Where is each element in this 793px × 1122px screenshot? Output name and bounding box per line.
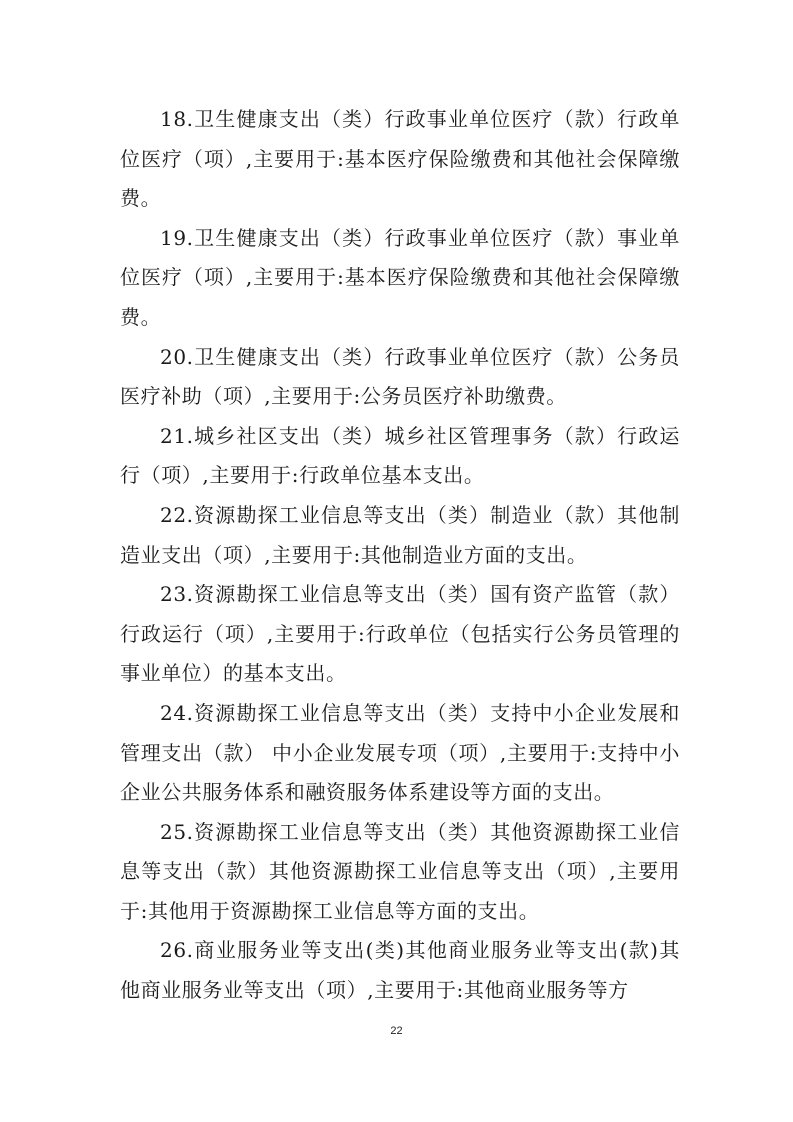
page-number: 22 — [390, 1025, 403, 1037]
paragraph-item-24: 24.资源勘探工业信息等支出（类）支持中小企业发展和管理支出（款） 中小企业发展专项（项）,主要用于:支持中小企业公共服务体系和融资服务体系建设等方面的支出。 — [120, 700, 680, 805]
paragraph-item-21: 21.城乡社区支出（类）城乡社区管理事务（款）行政运行（项）,主要用于:行政单位基本支出。 — [120, 423, 680, 488]
paragraph-item-20: 20.卫生健康支出（类）行政事业单位医疗（款）公务员医疗补助（项）,主要用于:公务员医疗补助缴费。 — [120, 344, 680, 409]
body-text — [120, 100, 680, 1011]
paragraph-item-19: 19.卫生健康支出（类）行政事业单位医疗（款）事业单位医疗（项）,主要用于:基本医疗保险缴费和其他社会保障缴费。 — [120, 225, 680, 329]
paragraph-item-18: 18.卫生健康支出（类）行政事业单位医疗（款）行政单位医疗（项）,主要用于:基本医疗保险缴费和其他社会保障缴费。 — [120, 107, 680, 211]
paragraph-item-25: 25.资源勘探工业信息等支出（类）其他资源勘探工业信息等支出（款）其他资源勘探工业信息等支出（项）,主要用于:其他用于资源勘探工业信息等方面的支出。 — [120, 819, 680, 923]
paragraph-item-22: 22.资源勘探工业信息等支出（类）制造业（款）其他制造业支出（项）,主要用于:其他制造业方面的支出。 — [120, 502, 680, 567]
paragraph-item-23: 23.资源勘探工业信息等支出（类）国有资产监管（款）行政运行（项）,主要用于:行政单位（包括实行公务员管理的事业单位）的基本支出。 — [120, 582, 680, 686]
paragraph-item-26: 26.商业服务业等支出(类)其他商业服务业等支出(款)其他商业服务业等支出（项）,主要用于:其他商业服务等方 — [120, 938, 680, 1003]
